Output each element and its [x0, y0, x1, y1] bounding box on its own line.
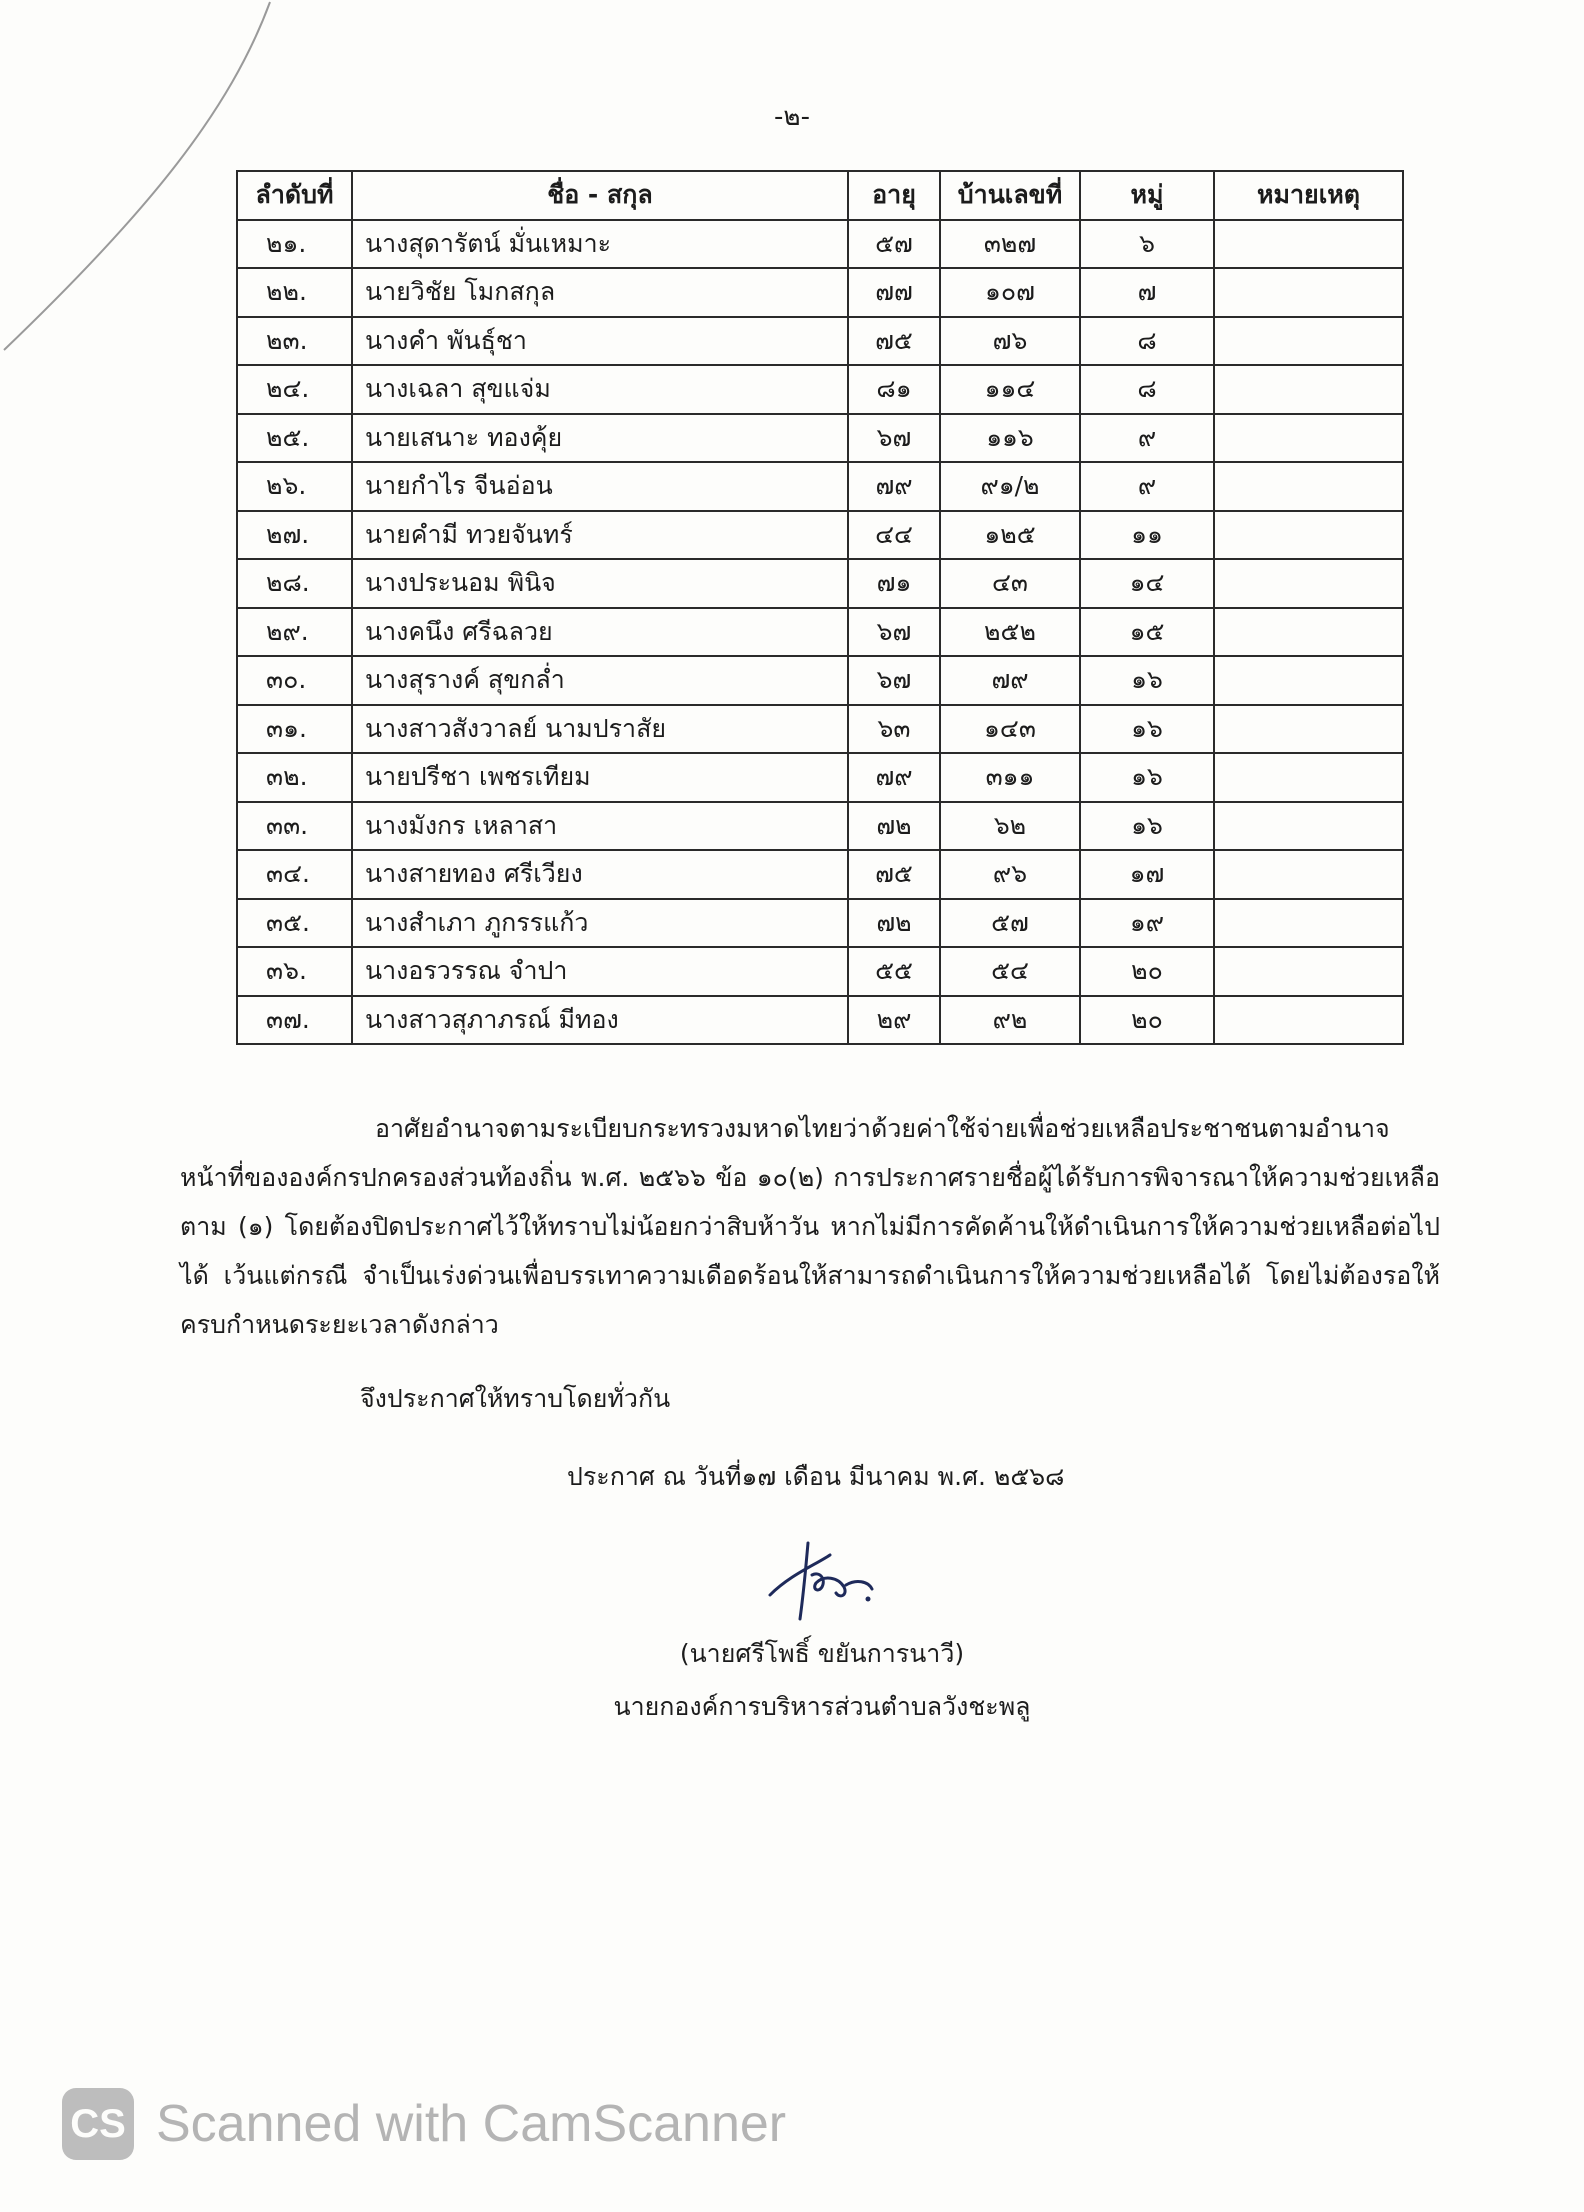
cell-name: นางสายทอง ศรีเวียง	[352, 850, 848, 899]
cell-order: ๓๗.	[237, 996, 352, 1045]
cell-name: นางมังกร เหลาสา	[352, 802, 848, 851]
camscanner-logo-icon: CS	[62, 2088, 134, 2160]
cell-order: ๒๖.	[237, 462, 352, 511]
header-order: ลำดับที่	[237, 171, 352, 220]
cell-house-number: ๔๓	[940, 559, 1080, 608]
cell-age: ๕๗	[848, 220, 940, 269]
cell-age: ๗๕	[848, 317, 940, 366]
cell-order: ๒๕.	[237, 414, 352, 463]
cell-remark	[1214, 899, 1403, 948]
cell-name: นายกำไร จีนอ่อน	[352, 462, 848, 511]
header-age: อายุ	[848, 171, 940, 220]
cell-name: นายวิชัย โมกสกุล	[352, 268, 848, 317]
cell-house-number: ๕๔	[940, 947, 1080, 996]
cell-name: นางสาวสุภาภรณ์ มีทอง	[352, 996, 848, 1045]
header-house-number: บ้านเลขที่	[940, 171, 1080, 220]
cell-name: นางประนอม พินิจ	[352, 559, 848, 608]
table-row	[237, 608, 1403, 657]
cell-remark	[1214, 511, 1403, 560]
cell-remark	[1214, 559, 1403, 608]
cell-village: ๑๖	[1080, 705, 1214, 754]
cell-village: ๑๙	[1080, 899, 1214, 948]
cell-name: นางสาวสังวาลย์ นามปราสัย	[352, 705, 848, 754]
cell-age: ๗๙	[848, 753, 940, 802]
cell-village: ๑๖	[1080, 656, 1214, 705]
handwritten-signature	[760, 1535, 890, 1625]
cell-age: ๗๒	[848, 899, 940, 948]
cell-age: ๗๙	[848, 462, 940, 511]
table-row	[237, 899, 1403, 948]
cell-age: ๗๑	[848, 559, 940, 608]
watermark-text: Scanned with CamScanner	[156, 2095, 787, 2153]
cell-order: ๓๔.	[237, 850, 352, 899]
cell-age: ๖๗	[848, 608, 940, 657]
cell-house-number: ๙๖	[940, 850, 1080, 899]
cell-order: ๓๕.	[237, 899, 352, 948]
cell-order: ๒๙.	[237, 608, 352, 657]
cell-house-number: ๑๑๔	[940, 365, 1080, 414]
table-row	[237, 365, 1403, 414]
table-row	[237, 753, 1403, 802]
cell-age: ๗๒	[848, 802, 940, 851]
cell-remark	[1214, 753, 1403, 802]
cell-house-number: ๗๖	[940, 317, 1080, 366]
cell-order: ๒๓.	[237, 317, 352, 366]
cell-age: ๒๙	[848, 996, 940, 1045]
recipient-table	[236, 170, 1404, 1045]
cell-village: ๑๔	[1080, 559, 1214, 608]
cell-age: ๖๗	[848, 414, 940, 463]
cell-house-number: ๓๒๗	[940, 220, 1080, 269]
cell-remark	[1214, 947, 1403, 996]
cell-village: ๘	[1080, 365, 1214, 414]
cell-house-number: ๑๒๕	[940, 511, 1080, 560]
cell-village: ๑๑	[1080, 511, 1214, 560]
cell-order: ๓๑.	[237, 705, 352, 754]
cell-order: ๒๔.	[237, 365, 352, 414]
cell-age: ๗๕	[848, 850, 940, 899]
cell-name: นางสุรางค์ สุขกล่ำ	[352, 656, 848, 705]
cell-house-number: ๕๗	[940, 899, 1080, 948]
cell-village: ๑๕	[1080, 608, 1214, 657]
table-row	[237, 656, 1403, 705]
cell-remark	[1214, 656, 1403, 705]
cell-name: นางสุดารัตน์ มั่นเหมาะ	[352, 220, 848, 269]
cell-name: นางสำเภา ภูกรรแก้ว	[352, 899, 848, 948]
cell-house-number: ๒๕๒	[940, 608, 1080, 657]
camscanner-watermark	[62, 2088, 786, 2160]
cell-name: นางเฉลา สุขแจ่ม	[352, 365, 848, 414]
cell-remark	[1214, 220, 1403, 269]
cell-name: นางคนึง ศรีฉลวย	[352, 608, 848, 657]
cell-house-number: ๖๒	[940, 802, 1080, 851]
cell-order: ๓๐.	[237, 656, 352, 705]
cell-village: ๑๖	[1080, 802, 1214, 851]
cell-name: นายเสนาะ ทองคุ้ย	[352, 414, 848, 463]
cell-house-number: ๙๑/๒	[940, 462, 1080, 511]
cell-house-number: ๗๙	[940, 656, 1080, 705]
cell-order: ๓๓.	[237, 802, 352, 851]
table-row	[237, 317, 1403, 366]
cell-age: ๗๗	[848, 268, 940, 317]
cell-order: ๒๑.	[237, 220, 352, 269]
cell-house-number: ๑๔๓	[940, 705, 1080, 754]
announcement-date: ประกาศ ณ วันที่๑๗ เดือน มีนาคม พ.ศ. ๒๕๖๘	[567, 1462, 1065, 1491]
table-row	[237, 414, 1403, 463]
signer-position: นายกองค์การบริหารส่วนตำบลวังชะพลู	[613, 1692, 1031, 1721]
cell-house-number: ๑๑๖	[940, 414, 1080, 463]
table-row	[237, 559, 1403, 608]
body-paragraph-block	[180, 1104, 1440, 1349]
cell-village: ๑๖	[1080, 753, 1214, 802]
cell-remark	[1214, 608, 1403, 657]
cell-name: นายปรีชา เพชรเทียม	[352, 753, 848, 802]
cell-age: ๕๕	[848, 947, 940, 996]
table-row	[237, 220, 1403, 269]
header-name: ชื่อ - สกุล	[352, 171, 848, 220]
cell-age: ๔๔	[848, 511, 940, 560]
cell-village: ๙	[1080, 414, 1214, 463]
cell-age: ๘๑	[848, 365, 940, 414]
cell-remark	[1214, 317, 1403, 366]
cell-village: ๒๐	[1080, 947, 1214, 996]
cell-village: ๙	[1080, 462, 1214, 511]
cell-house-number: ๑๐๗	[940, 268, 1080, 317]
cell-house-number: ๓๑๑	[940, 753, 1080, 802]
table-row	[237, 268, 1403, 317]
announcement-line: จึงประกาศให้ทราบโดยทั่วกัน	[360, 1384, 671, 1413]
body-paragraph: อาศัยอำนาจตามระเบียบกระทรวงมหาดไทยว่าด้วยค่าใช้จ่ายเพื่อช่วยเหลือประชาชนตามอำนาจหน้าที่ขององค์กรปกครองส่วนท้องถิ่น พ.ศ. ๒๕๖๖ ข้อ ๑๐(๒) การประกาศรายชื่อผู้ได้รับการพิจารณาให้ความช่วยเหลือตาม (๑) โดยต้องปิดประกาศไว้ให้ทราบไม่น้อยกว่าสิบห้าวัน หากไม่มีการคัดค้านให้ดำเนินการให้ความช่วยเหลือต่อไปได้ เว้นแต่กรณี จำเป็นเร่งด่วนเพื่อบรรเทาความเดือดร้อนให้สามารถดำเนินการให้ความช่วยเหลือได้ โดยไม่ต้องรอให้ครบกำหนดระยะเวลาดังกล่าว	[180, 1114, 1440, 1339]
page-number: -๒-	[774, 102, 810, 132]
cell-village: ๒๐	[1080, 996, 1214, 1045]
cell-age: ๖๗	[848, 656, 940, 705]
cell-order: ๒๗.	[237, 511, 352, 560]
table-row	[237, 511, 1403, 560]
signer-name: (นายศรีโพธิ์ ขยันการนาวี)	[679, 1639, 965, 1668]
table-row	[237, 996, 1403, 1045]
cell-village: ๗	[1080, 268, 1214, 317]
table-row	[237, 705, 1403, 754]
header-village: หมู่	[1080, 171, 1214, 220]
header-remark: หมายเหตุ	[1214, 171, 1403, 220]
cell-remark	[1214, 705, 1403, 754]
cell-remark	[1214, 850, 1403, 899]
cell-village: ๑๗	[1080, 850, 1214, 899]
cell-remark	[1214, 268, 1403, 317]
cell-remark	[1214, 365, 1403, 414]
table-row	[237, 802, 1403, 851]
table-row	[237, 462, 1403, 511]
cell-order: ๒๒.	[237, 268, 352, 317]
cell-remark	[1214, 462, 1403, 511]
cell-name: นางอรวรรณ จำปา	[352, 947, 848, 996]
cell-remark	[1214, 996, 1403, 1045]
cell-village: ๖	[1080, 220, 1214, 269]
table-row	[237, 947, 1403, 996]
cell-village: ๘	[1080, 317, 1214, 366]
cell-order: ๓๖.	[237, 947, 352, 996]
cell-remark	[1214, 414, 1403, 463]
cell-age: ๖๓	[848, 705, 940, 754]
cell-name: นางคำ พันธุ์ชา	[352, 317, 848, 366]
table-row	[237, 850, 1403, 899]
cell-house-number: ๙๒	[940, 996, 1080, 1045]
cell-order: ๒๘.	[237, 559, 352, 608]
cell-name: นายคำมี ทวยจันทร์	[352, 511, 848, 560]
cell-order: ๓๒.	[237, 753, 352, 802]
table-header-row	[237, 171, 1403, 220]
cell-remark	[1214, 802, 1403, 851]
